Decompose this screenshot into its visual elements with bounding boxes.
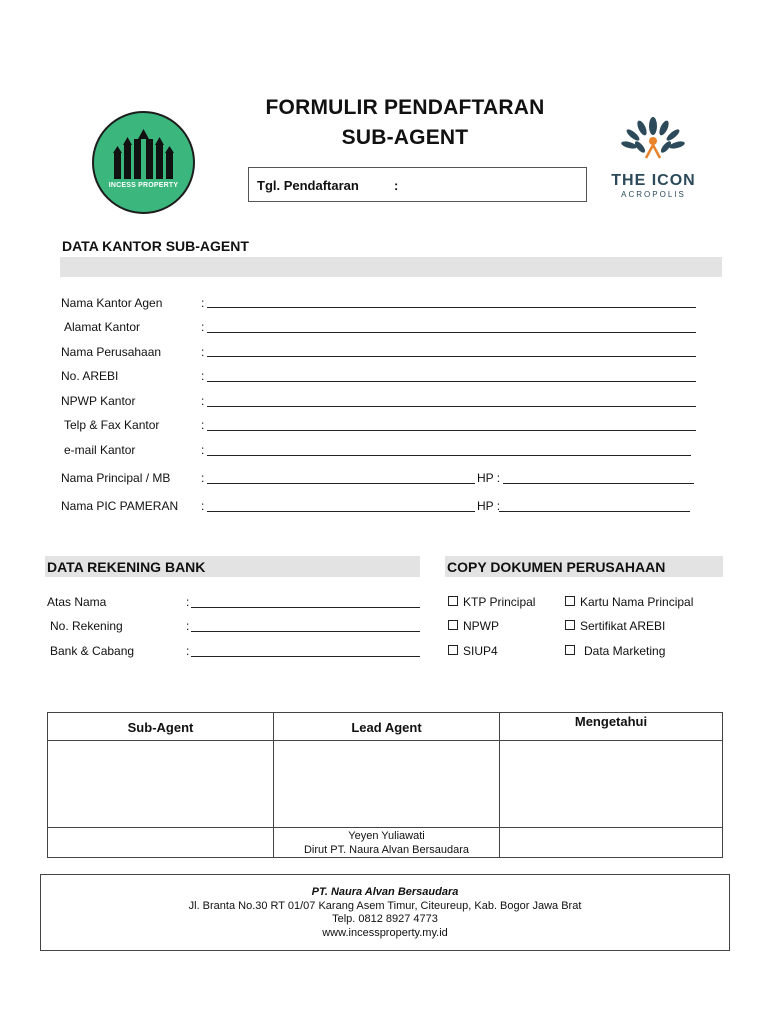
sig-name-lead-agent — [274, 828, 500, 858]
field-colon: : — [201, 418, 205, 432]
footer-box — [40, 874, 730, 951]
checkbox-label: KTP Principal — [463, 595, 536, 609]
footer-company: PT. Naura Alvan Bersaudara — [311, 886, 459, 898]
checkbox-label: Sertifikat AREBI — [580, 619, 666, 633]
checkbox-icon[interactable] — [448, 645, 458, 655]
field-line[interactable] — [207, 455, 691, 456]
checkbox-npwp[interactable] — [448, 619, 499, 633]
field-line[interactable] — [207, 307, 696, 308]
field-line[interactable] — [207, 430, 696, 431]
lead-agent-title: Dirut PT. Naura Alvan Bersaudara — [303, 844, 470, 856]
field-colon: : — [201, 443, 205, 457]
field-colon: : — [201, 345, 205, 359]
checkbox-siup[interactable] — [448, 644, 498, 658]
sig-name-sub-agent[interactable] — [48, 828, 274, 858]
field-colon: : — [201, 369, 205, 383]
field-label: Alamat Kantor — [64, 320, 141, 334]
tanggal-colon: : — [394, 178, 399, 193]
building-skyline-icon — [94, 113, 193, 183]
rekening-label: No. Rekening — [50, 619, 123, 633]
section-data-kantor-heading: DATA KANTOR SUB-AGENT — [62, 238, 249, 254]
pic-name-line[interactable] — [207, 511, 475, 512]
sig-area-mengetahui[interactable] — [500, 741, 723, 828]
the-icon-acropolis-logo — [596, 114, 711, 204]
incess-property-logo — [92, 111, 195, 214]
section-dokumen-heading: COPY DOKUMEN PERUSAHAAN — [447, 559, 666, 575]
field-label: NPWP Kantor — [61, 394, 136, 408]
hp-label: HP : — [477, 471, 501, 485]
sig-area-sub-agent[interactable] — [48, 741, 274, 828]
pic-hp-line[interactable] — [499, 511, 690, 512]
field-label: Nama Perusahaan — [61, 345, 162, 359]
field-label: Telp & Fax Kantor — [64, 418, 160, 432]
field-line[interactable] — [207, 332, 696, 333]
checkbox-icon[interactable] — [448, 620, 458, 630]
checkbox-icon[interactable] — [565, 596, 575, 606]
rekening-label: Atas Nama — [47, 595, 107, 609]
checkbox-label: NPWP — [463, 619, 499, 633]
sig-header-lead-agent: Lead Agent — [274, 713, 500, 741]
field-label: No. AREBI — [61, 369, 119, 383]
field-colon: : — [201, 296, 205, 310]
checkbox-data-marketing[interactable] — [565, 644, 665, 658]
rekening-line[interactable] — [191, 607, 420, 608]
sig-header-sub-agent: Sub-Agent — [48, 713, 274, 741]
field-line[interactable] — [207, 406, 696, 407]
sig-header-mengetahui: Mengetahui — [500, 713, 723, 741]
checkbox-label: Kartu Nama Principal — [580, 595, 694, 609]
form-title-line1: FORMULIR PENDAFTARAN — [265, 96, 545, 119]
principal-name-line[interactable] — [207, 483, 475, 484]
field-colon: : — [201, 394, 205, 408]
field-colon: : — [186, 619, 190, 633]
field-colon: : — [201, 499, 205, 513]
footer-address: Jl. Branta No.30 RT 01/07 Karang Asem Timur, Citeureup, Kab. Bogor Jawa Brat — [188, 899, 582, 912]
left-logo-caption: INCESS PROPERTY — [108, 182, 179, 189]
section-rekening-heading: DATA REKENING BANK — [47, 559, 206, 575]
rekening-label: Bank & Cabang — [50, 644, 135, 658]
checkbox-icon[interactable] — [448, 596, 458, 606]
signature-table — [47, 712, 723, 858]
field-colon: : — [201, 320, 205, 334]
checkbox-kartu-nama[interactable] — [565, 595, 693, 609]
flower-icon — [596, 114, 711, 172]
field-colon: : — [186, 644, 190, 658]
checkbox-ktp-principal[interactable] — [448, 595, 535, 609]
rekening-line[interactable] — [191, 631, 420, 632]
checkbox-icon[interactable] — [565, 645, 575, 655]
tanggal-pendaftaran-label: Tgl. Pendaftaran — [257, 178, 359, 193]
checkbox-sertifikat-arebi[interactable] — [565, 619, 665, 633]
field-colon: : — [186, 595, 190, 609]
field-label: e-mail Kantor — [64, 443, 136, 457]
tanggal-pendaftaran-box[interactable] — [248, 167, 587, 202]
footer-website: www.incessproperty.my.id — [322, 926, 448, 939]
lead-agent-name: Yeyen Yuliawati — [348, 830, 425, 842]
field-colon: : — [201, 471, 205, 485]
footer-phone: Telp. 0812 8927 4773 — [332, 913, 438, 925]
sig-name-mengetahui[interactable] — [500, 828, 723, 858]
field-line[interactable] — [207, 381, 696, 382]
checkbox-label: Data Marketing — [584, 644, 666, 658]
checkbox-icon[interactable] — [565, 620, 575, 630]
right-logo-name: THE ICON — [611, 172, 696, 189]
checkbox-label: SIUP4 — [463, 644, 498, 658]
field-label-pic: Nama PIC PAMERAN — [61, 499, 179, 513]
section-data-kantor-bar — [60, 257, 722, 277]
hp-label: HP : — [477, 499, 501, 513]
form-title-line2: SUB-AGENT — [341, 126, 469, 149]
field-label: Nama Kantor Agen — [61, 296, 163, 310]
right-logo-sub: ACROPOLIS — [621, 190, 686, 199]
rekening-line[interactable] — [191, 656, 420, 657]
field-label-principal: Nama Principal / MB — [61, 471, 171, 485]
sig-area-lead-agent[interactable] — [274, 741, 500, 828]
field-line[interactable] — [207, 356, 696, 357]
principal-hp-line[interactable] — [503, 483, 694, 484]
